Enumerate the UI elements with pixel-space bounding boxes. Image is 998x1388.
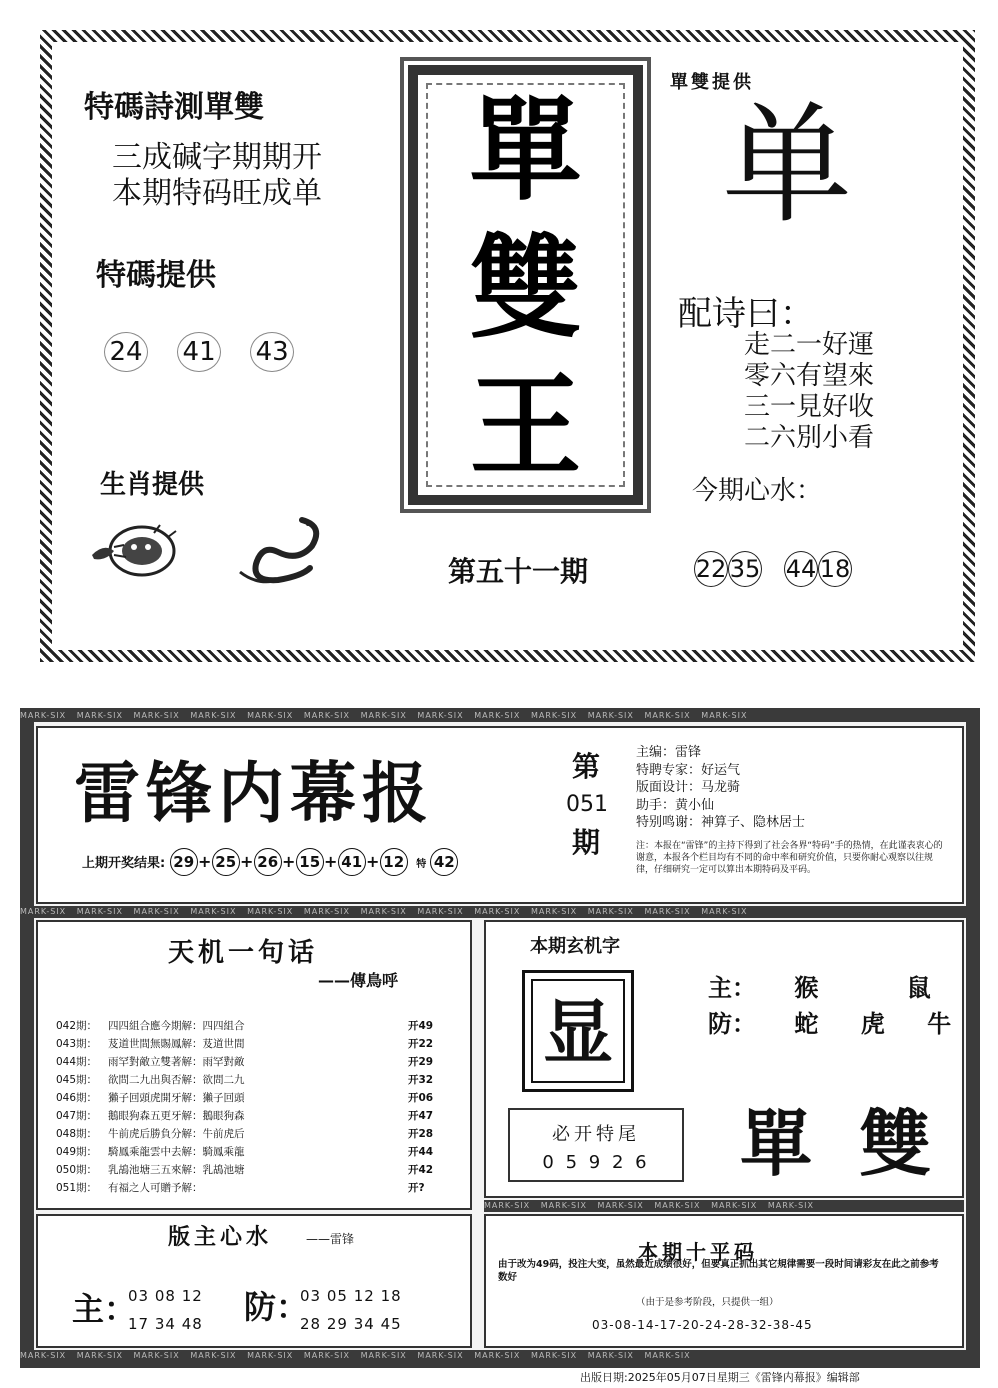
mark-six-strip: MARK-SIX MARK-SIX MARK-SIX MARK-SIX MARK-SIX MARK-SIX MARK-SIX MARK-SIX MARK-SIX MARK-SIX MARK-SIX MARK-SIX MARK-SIX: [20, 710, 980, 722]
heart-numbers: [694, 551, 852, 587]
number-circle: 43: [250, 332, 294, 372]
heart-heading: 今期心水：: [692, 476, 823, 506]
title-char: 單: [469, 85, 582, 216]
history-text: 有福之人可贈予解：: [108, 1181, 203, 1194]
editor-guard-numbers: [300, 1282, 402, 1338]
special-label: 特: [416, 859, 427, 870]
riddle-author: ——傳鳥呼: [318, 971, 399, 990]
history-result: 开?: [408, 1181, 425, 1194]
history-table: [56, 1016, 456, 1196]
result-ball: 15: [296, 848, 324, 876]
number-line: 03 08 12: [128, 1287, 203, 1305]
history-text: 芨道世間無賜鳳解：芨道世間: [108, 1037, 245, 1050]
tail-digits: 0 5 9 2 6: [542, 1152, 650, 1173]
result-ball: 29: [170, 848, 198, 876]
number-line: 17 34 48: [128, 1315, 203, 1333]
tail-box: [508, 1108, 684, 1182]
history-issue: 044期：: [56, 1055, 98, 1068]
editor-guard-label: 防：: [244, 1288, 309, 1326]
main-label: 主：: [708, 974, 756, 1002]
staff-list: [636, 744, 805, 832]
history-row: [56, 1124, 433, 1142]
history-text: 雨罕對敵立雙著解：雨罕對敵: [108, 1055, 245, 1068]
history-issue: 047期：: [56, 1109, 98, 1122]
history-row: [56, 1088, 433, 1106]
staff-line: 版面设计：马龙骑: [636, 780, 741, 795]
mark-six-strip: MARK-SIX MARK-SIX MARK-SIX MARK-SIX MARK-SIX MARK-SIX MARK-SIX MARK-SIX MARK-SIX MARK-SIX MARK-SIX MARK-SIX: [20, 1350, 980, 1362]
special-numbers: [104, 332, 318, 372]
history-issue: 048期：: [56, 1127, 98, 1140]
title-char: 雙: [469, 223, 582, 354]
editor-main-label: 主：: [72, 1290, 137, 1328]
number-circle: 44: [784, 551, 818, 587]
strip-text: MARK-SIX: [20, 711, 67, 720]
zodiac: 牛: [927, 1010, 952, 1038]
result-ball: 25: [212, 848, 240, 876]
even-char: 雙: [859, 1101, 932, 1186]
zodiac-heading: 生肖提供: [100, 470, 205, 500]
verse-lines: [744, 330, 874, 454]
oddeven-value: 单: [722, 89, 853, 241]
zodiac: 猴: [794, 974, 819, 1002]
number-circle: 41: [177, 332, 221, 372]
title-box: [408, 65, 643, 505]
paper-title: 雷锋内幕报: [74, 754, 434, 832]
odd-char: 單: [740, 1101, 813, 1186]
history-row: [56, 1160, 433, 1178]
history-result: 开32: [408, 1073, 434, 1086]
footer-text: 出版日期:2025年05月07日星期三《雷锋内幕报》编辑部: [580, 1371, 860, 1384]
history-result: 开06: [408, 1091, 434, 1104]
history-result: 开28: [408, 1127, 434, 1140]
result-ball: 41: [338, 848, 366, 876]
history-row: [56, 1016, 433, 1034]
number-circle: 24: [104, 332, 148, 372]
verse-line: 二六別小看: [744, 423, 875, 453]
history-row: [56, 1070, 433, 1088]
note-text: 注：本报在“雷锋”的主持下得到了社会各界“特码”手的热情，在此谨表衷心的谢意，本报各个栏目均有不同的命中率和研究价值，只要你耐心观察以往规律，仔细研究一定可以算出本期特码及平码。: [636, 841, 943, 875]
history-row: [56, 1178, 433, 1196]
history-issue: 043期：: [56, 1037, 98, 1050]
history-issue: 042期：: [56, 1019, 98, 1032]
number-line: 28 29 34 45: [300, 1315, 402, 1333]
result-ball: 12: [380, 848, 408, 876]
main-zodiac-row: [708, 968, 931, 1003]
history-rows: [56, 1016, 433, 1196]
odd-even-row: [740, 1086, 931, 1190]
verse-line: 三一見好收: [744, 392, 875, 422]
title-char: 王: [469, 361, 582, 492]
history-result: 开47: [408, 1109, 434, 1122]
editor-author: ——雷锋: [306, 1232, 355, 1246]
zodiac: 鼠: [906, 974, 931, 1002]
ten-heading: 本期十平码: [638, 1240, 758, 1264]
history-row: [56, 1052, 433, 1070]
result-ball: 26: [254, 848, 282, 876]
history-issue: 046期：: [56, 1091, 98, 1104]
history-issue: 049期：: [56, 1145, 98, 1158]
guard-label: 防：: [708, 1010, 756, 1038]
history-row: [56, 1106, 433, 1124]
history-row: [56, 1034, 433, 1052]
number-circle: 18: [818, 551, 852, 587]
number-circle: 35: [728, 551, 762, 587]
poem-lines: [112, 140, 322, 212]
snake-icon: [232, 510, 332, 590]
zodiac: 虎: [860, 1010, 885, 1038]
history-result: 开42: [408, 1163, 434, 1176]
oddeven-heading: 單雙提供: [670, 72, 754, 93]
staff-line: 主编：雷锋: [636, 745, 702, 760]
history-text: 鵝眼狗森五更牙解：鵝眼狗森: [108, 1109, 245, 1122]
history-text: 欲問二九出與否解：欲問二九: [108, 1073, 245, 1086]
history-text: 牛前虎后勝負分解：牛前虎后: [108, 1127, 245, 1140]
history-issue: 051期：: [56, 1181, 98, 1194]
history-text: 四四組合應今期解：四四組合: [108, 1019, 245, 1032]
history-text: 騎鳳乘龍雲中去解：騎鳳乘龍: [108, 1145, 245, 1158]
number-line: 03 05 12 18: [300, 1287, 402, 1305]
staff-line: 特聘专家：好运气: [636, 762, 741, 778]
mystery-char-frame: [522, 970, 634, 1092]
ten-sub: （由于是参考阶段，只提供一组）: [636, 1297, 779, 1308]
verse-line: 走二一好運: [744, 330, 875, 360]
staff-line: 特别鸣谢：神算子、隐林居士: [636, 815, 806, 830]
poem-line: 本期特码旺成单: [112, 176, 322, 211]
mystery-heading: 本期玄机字: [530, 936, 620, 957]
history-result: 开29: [408, 1055, 434, 1068]
last-result: 上期开奖结果: 29 + 25 + 26 + 15 + 41 + 12 特 42: [82, 848, 458, 876]
tail-heading: 必开特尾: [552, 1124, 640, 1145]
poem-line: 三成碱字期期开: [112, 140, 322, 175]
special-heading: 特碼提供: [96, 258, 216, 293]
riddle-heading: 天机一句话: [168, 938, 319, 968]
issue-label-top: 第: [571, 750, 600, 783]
zodiac: 蛇: [794, 1010, 819, 1038]
history-result: 开44: [408, 1145, 434, 1158]
poem-heading: 特碼詩測單雙: [84, 90, 264, 125]
tiger-icon: [84, 515, 184, 585]
ten-note: 由于改为49码，投注大变，虽然最近成绩很好，但要真正抓出其它規律需要一段时间请彩友在此之前参考数好: [498, 1259, 939, 1283]
mark-six-strip: MARK-SIX MARK-SIX MARK-SIX MARK-SIX MARK-SIX MARK-SIX: [484, 1200, 964, 1212]
editor-heading: 版主心水: [168, 1225, 273, 1250]
staff-line: 助手：黄小仙: [636, 797, 715, 813]
history-issue: 050期：: [56, 1163, 98, 1176]
issue-number: 051: [566, 792, 608, 817]
issue-block: [566, 748, 606, 862]
editor-main-numbers: [128, 1282, 203, 1338]
history-result: 开49: [408, 1019, 434, 1032]
verse-line: 零六有望來: [744, 361, 875, 391]
history-text: 獺子回頭虎開牙解：獺子回頭: [108, 1091, 245, 1104]
last-result-label: 上期开奖结果:: [82, 856, 166, 871]
guard-zodiac-row: [708, 1004, 951, 1039]
history-issue: 045期：: [56, 1073, 98, 1086]
number-circle: 22: [694, 551, 728, 587]
history-result: 开22: [408, 1037, 434, 1050]
ten-numbers: 03-08-14-17-20-24-28-32-38-45: [592, 1318, 813, 1332]
history-row: [56, 1142, 433, 1160]
mystery-char: 显: [531, 979, 625, 1083]
special-ball: 42: [430, 848, 458, 876]
mark-six-strip: MARK-SIX MARK-SIX MARK-SIX MARK-SIX MARK-SIX MARK-SIX MARK-SIX MARK-SIX MARK-SIX MARK-SIX MARK-SIX MARK-SIX MARK-SIX: [20, 906, 980, 918]
history-text: 乳鴣池塘三五來解：乳鴣池塘: [108, 1163, 245, 1176]
verse-heading: 配诗曰：: [678, 294, 814, 334]
issue-label: 第五十一期: [448, 555, 589, 588]
issue-label-bottom: 期: [571, 826, 600, 859]
